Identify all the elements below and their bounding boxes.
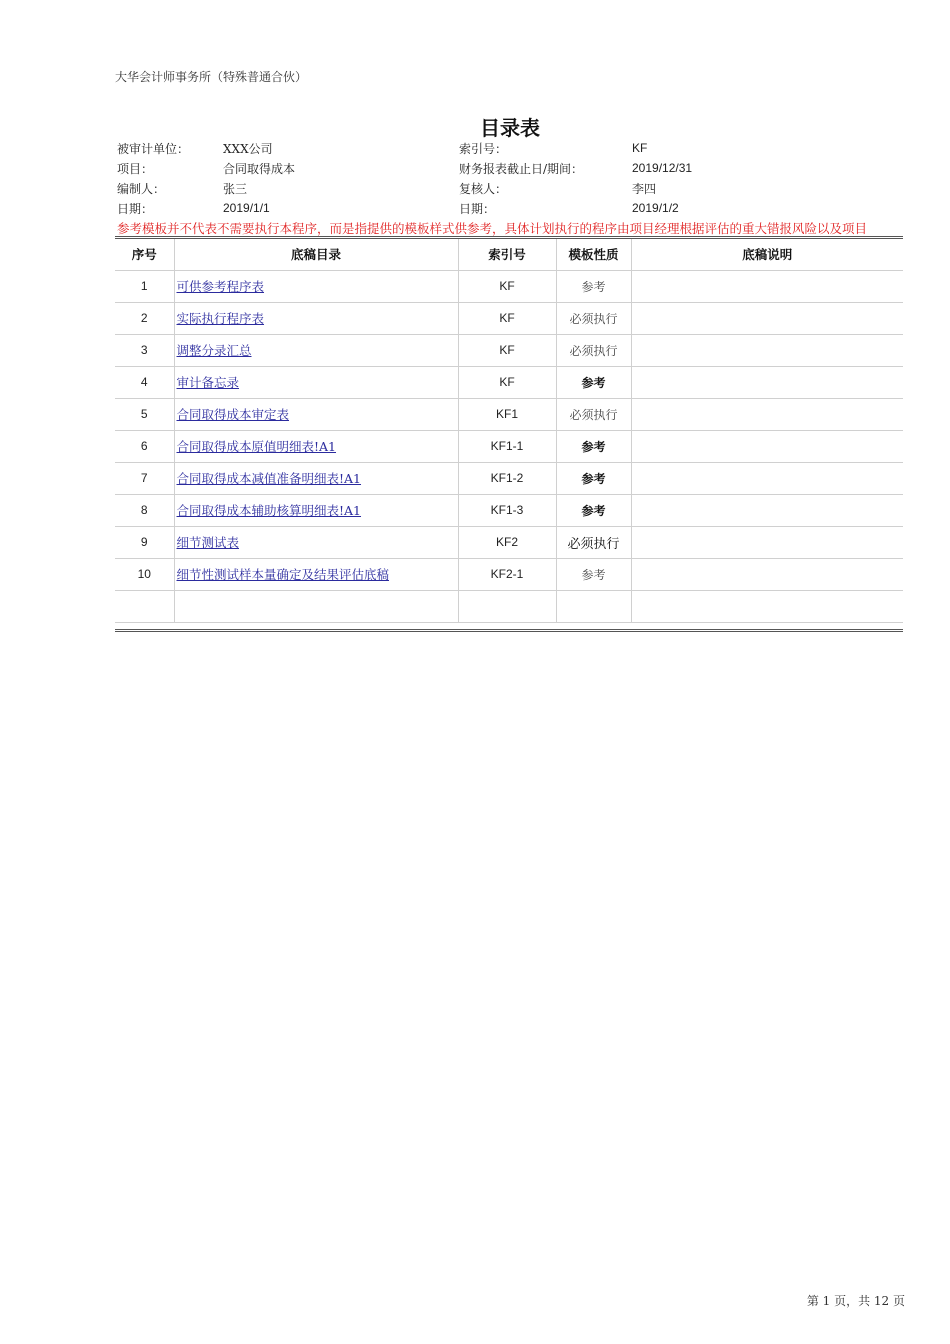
- row-name-cell: [174, 334, 458, 366]
- notice-text: 参考模板并不代表不需要执行本程序，而是指提供的模板样式供参考，具体计划执行的程序由项目经理根据评估的重大错报风险以及项目: [117, 221, 868, 236]
- workpaper-link[interactable]: 合同取得成本辅助核算明细表!A1: [176, 503, 362, 518]
- row-index: KF2: [458, 526, 556, 558]
- table-row: [115, 366, 903, 398]
- row-index: KF: [458, 270, 556, 302]
- table-row: [115, 526, 903, 558]
- date1-value: 2019/1/1: [223, 201, 270, 215]
- row-note: [631, 334, 903, 366]
- row-note: [631, 430, 903, 462]
- workpaper-link[interactable]: 细节测试表: [176, 535, 240, 550]
- workpaper-link[interactable]: 调整分录汇总: [176, 343, 252, 358]
- preparer-value: 张三: [223, 182, 248, 196]
- row-no: 6: [115, 430, 174, 462]
- empty-cell: [631, 590, 903, 622]
- reviewer-label: 复核人：: [459, 182, 508, 196]
- header-note: 底稿说明: [631, 239, 903, 270]
- directory-table: [115, 239, 903, 623]
- table-row: [115, 334, 903, 366]
- row-note: [631, 494, 903, 526]
- index-label: 索引号：: [459, 142, 508, 156]
- row-nature: 参考: [556, 430, 631, 462]
- row-note: [631, 302, 903, 334]
- row-index: KF2-1: [458, 558, 556, 590]
- firm-name: 大华会计师事务所（特殊普通合伙）: [115, 70, 308, 84]
- row-note: [631, 526, 903, 558]
- row-note: [631, 462, 903, 494]
- row-note: [631, 366, 903, 398]
- row-index: KF1-1: [458, 430, 556, 462]
- row-name-cell: [174, 462, 458, 494]
- workpaper-link[interactable]: 合同取得成本审定表: [176, 407, 290, 422]
- row-nature: 参考: [556, 462, 631, 494]
- page-number: 第 1 页，共 12 页: [806, 1294, 905, 1308]
- workpaper-link[interactable]: 可供参考程序表: [176, 279, 265, 294]
- row-nature: 参考: [556, 270, 631, 302]
- table-row: [115, 398, 903, 430]
- row-no: 10: [115, 558, 174, 590]
- row-nature: 必须执行: [556, 302, 631, 334]
- table-row: [115, 302, 903, 334]
- header-index: 索引号: [458, 239, 556, 270]
- row-name-cell: [174, 270, 458, 302]
- row-index: KF1-3: [458, 494, 556, 526]
- project-value: 合同取得成本: [223, 162, 296, 176]
- row-no: 7: [115, 462, 174, 494]
- auditee-label: 被审计单位：: [117, 142, 190, 156]
- row-name-cell: [174, 526, 458, 558]
- table-bottom-rule: [115, 629, 903, 632]
- row-name-cell: [174, 398, 458, 430]
- row-no: 8: [115, 494, 174, 526]
- table-row: [115, 270, 903, 302]
- table-header-row: [115, 239, 903, 270]
- row-no: 3: [115, 334, 174, 366]
- row-note: [631, 558, 903, 590]
- workpaper-link[interactable]: 审计备忘录: [176, 375, 240, 390]
- table-row: [115, 558, 903, 590]
- row-index: KF: [458, 334, 556, 366]
- empty-cell: [556, 590, 631, 622]
- row-note: [631, 398, 903, 430]
- row-nature: 参考: [556, 494, 631, 526]
- table-row-empty: [115, 590, 903, 622]
- row-no: 4: [115, 366, 174, 398]
- row-index: KF: [458, 302, 556, 334]
- index-value: KF: [632, 141, 648, 155]
- workpaper-link[interactable]: 合同取得成本减值准备明细表!A1: [176, 471, 362, 486]
- page-title: 目录表: [480, 116, 540, 140]
- row-no: 2: [115, 302, 174, 334]
- project-label: 项目：: [117, 162, 154, 176]
- empty-cell: [174, 590, 458, 622]
- date1-label: 日期：: [117, 202, 154, 216]
- row-note: [631, 270, 903, 302]
- preparer-label: 编制人：: [117, 182, 166, 196]
- row-nature: 必须执行: [556, 334, 631, 366]
- period-value: 2019/12/31: [632, 161, 693, 175]
- workpaper-link[interactable]: 合同取得成本原值明细表!A1: [176, 439, 337, 454]
- row-nature: 参考: [556, 366, 631, 398]
- row-index: KF1-2: [458, 462, 556, 494]
- empty-cell: [458, 590, 556, 622]
- header-name: 底稿目录: [174, 239, 458, 270]
- date2-value: 2019/1/2: [632, 201, 679, 215]
- header-no: 序号: [115, 239, 174, 270]
- header-nature: 模板性质: [556, 239, 631, 270]
- table-row: [115, 462, 903, 494]
- row-index: KF: [458, 366, 556, 398]
- row-no: 9: [115, 526, 174, 558]
- row-name-cell: [174, 302, 458, 334]
- workpaper-link[interactable]: 实际执行程序表: [176, 311, 265, 326]
- reviewer-value: 李四: [632, 182, 657, 196]
- auditee-value: XXX公司: [223, 142, 273, 156]
- row-name-cell: [174, 558, 458, 590]
- period-label: 财务报表截止日/期间：: [459, 162, 584, 176]
- row-no: 5: [115, 398, 174, 430]
- row-name-cell: [174, 366, 458, 398]
- table-row: [115, 494, 903, 526]
- row-name-cell: [174, 494, 458, 526]
- workpaper-link[interactable]: 细节性测试样本量确定及结果评估底稿: [176, 567, 390, 582]
- row-nature: 参考: [556, 558, 631, 590]
- row-nature: 必须执行: [556, 398, 631, 430]
- row-nature: 必须执行: [556, 526, 631, 558]
- row-name-cell: [174, 430, 458, 462]
- table-row: [115, 430, 903, 462]
- empty-cell: [115, 590, 174, 622]
- date2-label: 日期：: [459, 202, 496, 216]
- row-no: 1: [115, 270, 174, 302]
- row-index: KF1: [458, 398, 556, 430]
